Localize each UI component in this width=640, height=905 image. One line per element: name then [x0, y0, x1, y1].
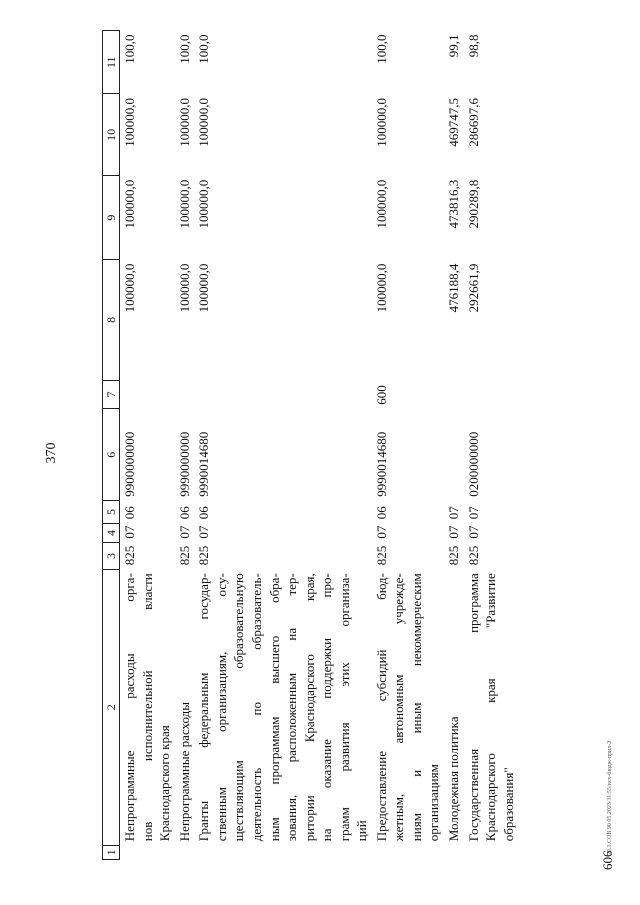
cell-c8: 100000,0	[176, 263, 192, 313]
cell-c3: 825	[122, 545, 138, 566]
cell-c3: 825	[373, 545, 389, 566]
cell-c6: 9990000000	[176, 431, 192, 497]
row-name-line: Краснодарского края "Развитие	[483, 573, 499, 842]
row-index-cell	[444, 845, 464, 859]
cell-c4: 07	[196, 525, 212, 539]
header-cell: 8	[103, 260, 120, 381]
cell-c4: 07	[465, 525, 481, 539]
row-name-cell	[444, 569, 464, 845]
cell-c10: 100000,0	[196, 97, 212, 147]
cell-c9: 100000,0	[373, 179, 389, 229]
table-row	[120, 31, 175, 860]
cell-c9: 290289,8	[465, 179, 481, 229]
row-index-cell	[175, 845, 195, 859]
cell-c8: 292661,9	[465, 263, 481, 313]
budget-table	[102, 30, 518, 860]
cell-c10: 100000,0	[176, 97, 192, 147]
row-name-line: Краснодарского края	[157, 725, 173, 842]
row-name-line: деятельность по образователь-	[249, 573, 265, 842]
cell-c7	[194, 380, 371, 409]
table-body	[120, 31, 519, 860]
header-cell: 9	[103, 176, 120, 260]
cell-c9: 100000,0	[196, 179, 212, 229]
row-name-line: Гранты федеральным государ-	[196, 573, 212, 842]
row-name-line: Непрограммные расходы	[176, 701, 192, 842]
row-name-line: ниям и иным некоммерческим	[408, 573, 424, 842]
cell-c5: 06	[373, 506, 389, 520]
table-row	[194, 31, 371, 860]
cell-c5: 06	[196, 506, 212, 520]
cell-c10: 100000,0	[122, 97, 138, 147]
row-name-line: на оказание поддержки про-	[319, 573, 335, 842]
cell-c7	[444, 380, 464, 409]
header-cell: 10	[103, 94, 120, 176]
cell-c10: 469747,5	[446, 97, 462, 147]
cell-c11: 100,0	[373, 34, 389, 64]
row-name-line: нов исполнительной власти	[139, 573, 155, 842]
cell-c9: 100000,0	[122, 179, 138, 229]
header-cell: 4	[103, 523, 120, 542]
cell-c10: 286697,6	[465, 97, 481, 147]
cell-c4: 07	[446, 525, 462, 539]
cell-c4: 07	[373, 525, 389, 539]
row-index-cell	[372, 845, 444, 859]
cell-c11: 99,1	[446, 34, 462, 58]
cell-c9: 473816,3	[446, 179, 462, 229]
row-name-line: ций	[354, 820, 370, 842]
cell-c10: 100000,0	[373, 97, 389, 147]
row-name-cell	[372, 569, 444, 845]
row-name-line: Молодежная политика	[446, 716, 462, 842]
header-cell: 11	[103, 31, 120, 94]
cell-c6	[444, 409, 464, 501]
row-name-line: образования"	[500, 767, 516, 842]
table-header-row	[103, 31, 120, 860]
row-name-line: Государственная программа	[465, 573, 481, 842]
row-index-cell	[464, 845, 519, 859]
cell-c8: 100000,0	[196, 263, 212, 313]
cell-c6: 0200000000	[465, 431, 481, 497]
cell-c8: 476188,4	[446, 263, 462, 313]
cell-c11: 100,0	[196, 34, 212, 64]
row-index-cell	[194, 845, 371, 859]
row-name-line: ственным организациям, осу-	[213, 573, 229, 842]
sheet-number: 606	[600, 850, 615, 870]
cell-c4: 07	[122, 525, 138, 539]
row-name-cell	[194, 569, 371, 845]
row-name-line: жетным, автономным учрежде-	[391, 573, 407, 842]
cell-c5: 07	[446, 506, 462, 520]
table-row	[444, 31, 464, 860]
cell-c5: 07	[465, 506, 481, 520]
row-name-line: ным программам высшего обра-	[266, 573, 282, 842]
row-name-line: организациям	[426, 764, 442, 842]
header-cell: 6	[103, 409, 120, 501]
cell-c3: 825	[176, 545, 192, 566]
row-name-cell	[464, 569, 519, 845]
cell-c8: 100000,0	[373, 263, 389, 313]
page-number: 370	[44, 442, 59, 464]
cell-c5: 06	[122, 506, 138, 520]
table-row	[464, 31, 519, 860]
cell-c5: 06	[176, 506, 192, 520]
cell-c6: 9990014680	[196, 431, 212, 497]
cell-c8: 100000,0	[122, 263, 138, 313]
header-cell: 3	[103, 543, 120, 570]
row-name-cell	[120, 569, 175, 845]
cell-c4: 07	[176, 525, 192, 539]
cell-c7: 600	[373, 385, 389, 405]
row-name-line: грамм развития этих организа-	[336, 573, 352, 842]
cell-c7	[120, 380, 175, 409]
row-name-line: ритории Краснодарского края,	[301, 573, 317, 842]
header-cell: 5	[103, 501, 120, 523]
row-name-line: зования, расположенным на тер-	[284, 573, 300, 842]
document-stamp: 20.3.СОВ.90 05.2023/11:55/исх-бюдж-прил-2	[607, 740, 613, 855]
cell-c3: 825	[465, 545, 481, 566]
cell-c11: 98,8	[465, 34, 481, 58]
cell-c7	[175, 380, 195, 409]
table-row	[372, 31, 444, 860]
cell-c9: 100000,0	[176, 179, 192, 229]
row-name-line: ществляющим образовательную	[231, 573, 247, 842]
header-cell: 7	[103, 380, 120, 409]
cell-c3: 825	[446, 545, 462, 566]
header-cell: 2	[103, 569, 120, 845]
cell-c11: 100,0	[122, 34, 138, 64]
cell-c7	[464, 380, 519, 409]
row-name-line: Предоставление субсидий бюд-	[373, 573, 389, 842]
budget-table-rotated	[102, 30, 594, 860]
cell-c6: 9990014680	[373, 431, 389, 497]
table-row	[175, 31, 195, 860]
header-cell: 1	[103, 845, 120, 859]
cell-c6: 9900000000	[122, 431, 138, 497]
row-name-line: Непрограммные расходы орга-	[122, 573, 138, 842]
row-index-cell	[120, 845, 175, 859]
cell-c11: 100,0	[176, 34, 192, 64]
cell-c3: 825	[196, 545, 212, 566]
row-name-cell	[175, 569, 195, 845]
